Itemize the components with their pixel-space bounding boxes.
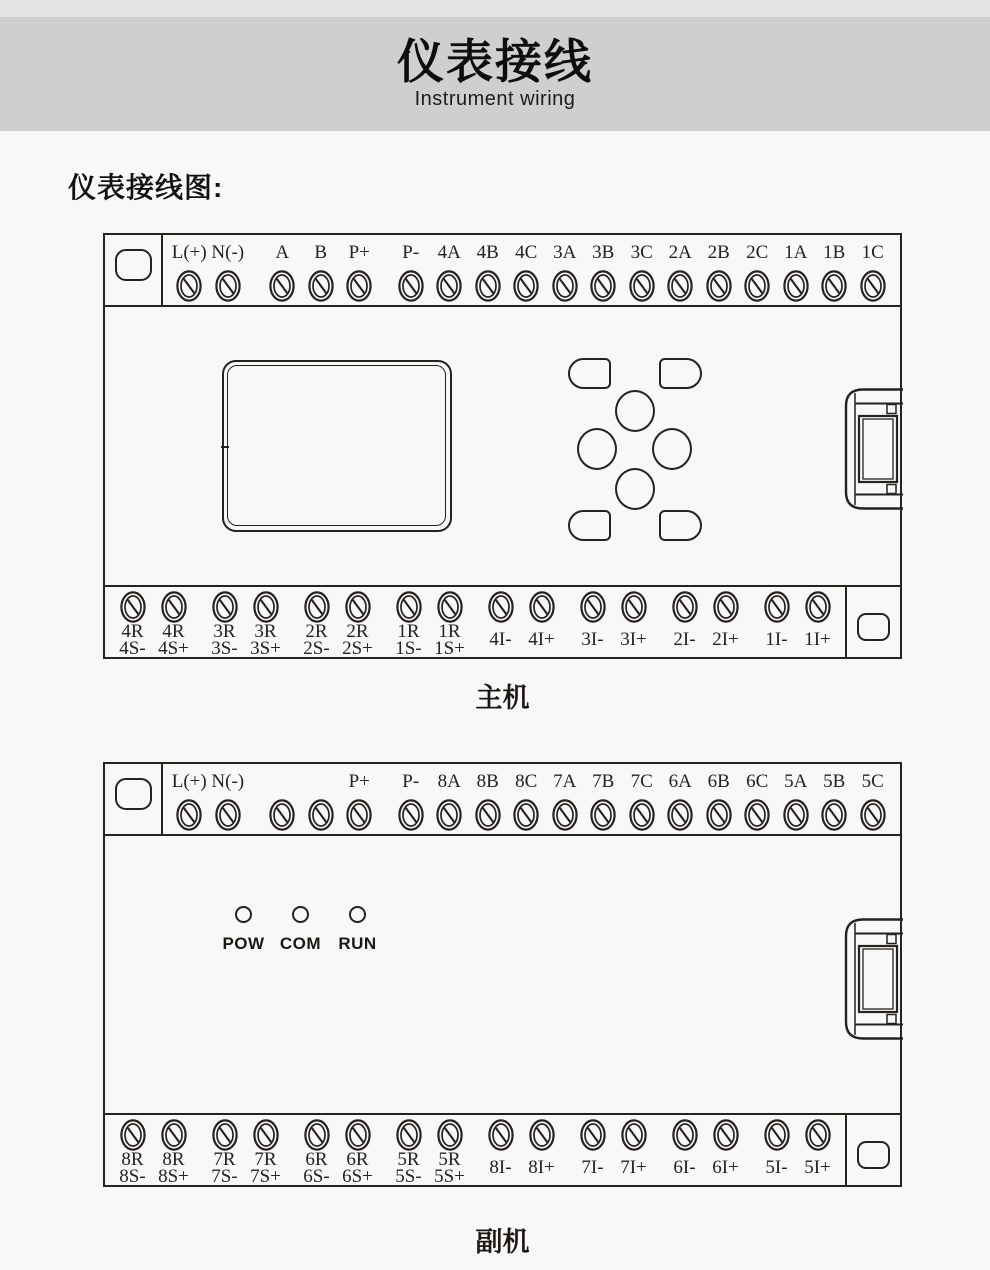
key-down-button bbox=[615, 468, 655, 510]
terminal-column bbox=[209, 235, 248, 302]
terminal-column bbox=[546, 764, 585, 831]
terminal-column bbox=[153, 587, 194, 657]
screw-terminal-icon bbox=[120, 1119, 146, 1151]
screw-terminal-icon bbox=[590, 799, 616, 831]
key-top-left-button bbox=[568, 358, 611, 389]
terminal-column bbox=[572, 1115, 613, 1176]
screw-terminal-icon bbox=[437, 1119, 463, 1151]
terminal-column bbox=[854, 764, 893, 831]
terminal-label: 5B bbox=[823, 771, 846, 792]
terminal-row bbox=[105, 1115, 847, 1185]
screw-terminal-icon bbox=[821, 270, 847, 302]
terminal-column bbox=[204, 587, 245, 657]
unit-caption-sub: 副机 bbox=[475, 1227, 530, 1257]
screw-terminal-icon bbox=[176, 799, 202, 831]
display-screen bbox=[222, 360, 452, 532]
mounting-hole bbox=[857, 613, 890, 641]
screw-terminal-icon bbox=[215, 270, 241, 302]
unit-caption-main: 主机 bbox=[475, 683, 530, 713]
terminal-label: 7R 7S+ bbox=[250, 1149, 281, 1187]
led-indicator bbox=[349, 906, 366, 923]
screw-terminal-icon bbox=[396, 591, 422, 623]
page-subtitle: Instrument wiring bbox=[414, 88, 576, 110]
terminal-label: 1I+ bbox=[804, 629, 831, 650]
screw-terminal-icon bbox=[345, 1119, 371, 1151]
terminal-column bbox=[623, 764, 662, 831]
strip-divider bbox=[845, 1115, 847, 1185]
screw-terminal-icon bbox=[304, 591, 330, 623]
led-label: COM bbox=[279, 934, 322, 953]
screw-terminal-icon bbox=[398, 270, 424, 302]
terminal-label: N(-) bbox=[211, 242, 245, 263]
terminal-label: 8R 8S- bbox=[119, 1149, 146, 1187]
top-spacer-bar bbox=[0, 0, 990, 17]
terminal-column bbox=[429, 1115, 470, 1185]
screw-terminal-icon bbox=[744, 799, 770, 831]
terminal-label: 6A bbox=[668, 771, 692, 792]
screw-terminal-icon bbox=[706, 799, 732, 831]
terminal-label: 3B bbox=[592, 242, 615, 263]
screw-terminal-icon bbox=[783, 270, 809, 302]
terminal-label: 6I- bbox=[673, 1157, 696, 1178]
terminal-label: 3R 3S- bbox=[211, 621, 238, 659]
screw-terminal-icon bbox=[783, 799, 809, 831]
mounting-hole bbox=[115, 249, 152, 281]
screw-terminal-icon bbox=[529, 1119, 555, 1151]
screw-terminal-icon bbox=[629, 270, 655, 302]
terminal-label: N(-) bbox=[211, 771, 245, 792]
terminal-column bbox=[392, 235, 431, 302]
terminal-column bbox=[337, 1115, 378, 1185]
screw-terminal-icon bbox=[860, 799, 886, 831]
led-indicator-group bbox=[215, 906, 272, 954]
screw-terminal-icon bbox=[580, 1119, 606, 1151]
terminal-label: 1A bbox=[784, 242, 808, 263]
screw-terminal-icon bbox=[304, 1119, 330, 1151]
terminal-label: 4C bbox=[515, 242, 538, 263]
terminal-row bbox=[105, 587, 847, 657]
connector-port bbox=[843, 918, 903, 1040]
terminal-label: 2B bbox=[707, 242, 730, 263]
terminal-column bbox=[815, 235, 854, 302]
led-indicator-group bbox=[272, 906, 329, 954]
terminal-label: 5I- bbox=[765, 1157, 788, 1178]
screw-terminal-icon bbox=[398, 799, 424, 831]
terminal-column bbox=[521, 587, 562, 648]
terminal-column bbox=[296, 1115, 337, 1185]
terminal-label: 3I+ bbox=[620, 629, 647, 650]
terminal-label: 3I- bbox=[581, 629, 604, 650]
screw-terminal-icon bbox=[744, 270, 770, 302]
sub-bottom-terminal-strip bbox=[105, 1113, 900, 1185]
screw-terminal-icon bbox=[475, 270, 501, 302]
screw-terminal-icon bbox=[161, 591, 187, 623]
terminal-column bbox=[584, 235, 623, 302]
screw-terminal-icon bbox=[672, 591, 698, 623]
terminal-column bbox=[756, 1115, 797, 1176]
terminal-column bbox=[623, 235, 662, 302]
screw-terminal-icon bbox=[513, 799, 539, 831]
terminal-column bbox=[388, 587, 429, 657]
terminal-label: 1C bbox=[861, 242, 884, 263]
terminal-label: 7R 7S- bbox=[211, 1149, 238, 1187]
sub-unit bbox=[103, 762, 902, 1187]
terminal-label: 8R 8S+ bbox=[158, 1149, 189, 1187]
terminal-label: B bbox=[314, 242, 328, 263]
screw-terminal-icon bbox=[215, 799, 241, 831]
screw-terminal-icon bbox=[529, 591, 555, 623]
terminal-label: 1I- bbox=[765, 629, 788, 650]
terminal-column bbox=[480, 587, 521, 648]
terminal-column bbox=[469, 235, 508, 302]
screw-terminal-icon bbox=[120, 591, 146, 623]
terminal-label: 8C bbox=[515, 771, 538, 792]
terminal-column bbox=[429, 587, 470, 657]
terminal-column bbox=[664, 1115, 705, 1176]
terminal-column bbox=[664, 587, 705, 648]
terminal-column bbox=[546, 235, 585, 302]
terminal-column bbox=[153, 1115, 194, 1185]
led-indicator bbox=[235, 906, 252, 923]
terminal-column bbox=[756, 587, 797, 648]
screw-terminal-icon bbox=[580, 591, 606, 623]
key-up-button bbox=[615, 390, 655, 432]
terminal-column bbox=[738, 235, 777, 302]
screen-notch bbox=[221, 446, 229, 448]
terminal-label: 2R 2S+ bbox=[342, 621, 373, 659]
terminal-column bbox=[854, 235, 893, 302]
screw-terminal-icon bbox=[552, 799, 578, 831]
terminal-column bbox=[245, 587, 286, 657]
screw-terminal-icon bbox=[253, 1119, 279, 1151]
terminal-label: 1R 1S- bbox=[395, 621, 422, 659]
mounting-hole bbox=[115, 778, 152, 810]
screw-terminal-icon bbox=[764, 1119, 790, 1151]
main-unit bbox=[103, 233, 902, 659]
screw-terminal-icon bbox=[212, 1119, 238, 1151]
side-connector-icon bbox=[843, 918, 903, 1040]
terminal-column bbox=[392, 764, 431, 831]
strip-divider bbox=[845, 587, 847, 657]
screw-terminal-icon bbox=[706, 270, 732, 302]
screw-terminal-icon bbox=[667, 799, 693, 831]
terminal-column bbox=[340, 764, 379, 831]
terminal-column bbox=[738, 764, 777, 831]
terminal-column bbox=[700, 764, 739, 831]
terminal-column bbox=[296, 587, 337, 657]
terminal-column bbox=[209, 764, 248, 831]
terminal-label: 6C bbox=[746, 771, 769, 792]
key-bottom-left-button bbox=[568, 510, 611, 541]
terminal-label: 5I+ bbox=[804, 1157, 831, 1178]
side-connector-icon bbox=[843, 388, 903, 510]
terminal-label: 7B bbox=[592, 771, 615, 792]
terminal-label: 1R 1S+ bbox=[434, 621, 465, 659]
key-top-right-button bbox=[659, 358, 702, 389]
terminal-column bbox=[797, 1115, 838, 1176]
terminal-column bbox=[469, 764, 508, 831]
terminal-column bbox=[480, 1115, 521, 1176]
terminal-column bbox=[430, 764, 469, 831]
terminal-column bbox=[430, 235, 469, 302]
terminal-label: 7A bbox=[553, 771, 577, 792]
terminal-column bbox=[797, 587, 838, 648]
terminal-row bbox=[163, 235, 900, 302]
terminal-label: 2C bbox=[746, 242, 769, 263]
header-banner bbox=[0, 17, 990, 131]
terminal-label: 4I- bbox=[489, 629, 512, 650]
key-right-button bbox=[652, 428, 692, 470]
terminal-column bbox=[661, 764, 700, 831]
terminal-label: 6I+ bbox=[712, 1157, 739, 1178]
screw-terminal-icon bbox=[436, 270, 462, 302]
terminal-label: 5R 5S+ bbox=[434, 1149, 465, 1187]
screw-terminal-icon bbox=[346, 799, 372, 831]
led-indicator bbox=[292, 906, 309, 923]
terminal-column bbox=[613, 587, 654, 648]
terminal-column bbox=[705, 1115, 746, 1176]
terminal-label: 2A bbox=[668, 242, 692, 263]
terminal-column bbox=[705, 587, 746, 648]
terminal-column bbox=[777, 235, 816, 302]
screw-terminal-icon bbox=[475, 799, 501, 831]
screw-terminal-icon bbox=[629, 799, 655, 831]
terminal-label: 6R 6S- bbox=[303, 1149, 330, 1187]
screw-terminal-icon bbox=[212, 591, 238, 623]
screw-terminal-icon bbox=[269, 270, 295, 302]
terminal-label: 3A bbox=[553, 242, 577, 263]
terminal-label: 2I- bbox=[673, 629, 696, 650]
screw-terminal-icon bbox=[308, 799, 334, 831]
terminal-label: 5C bbox=[861, 771, 884, 792]
key-bottom-right-button bbox=[659, 510, 702, 541]
terminal-label: 8I- bbox=[489, 1157, 512, 1178]
terminal-label: 8A bbox=[437, 771, 461, 792]
terminal-label: 8I+ bbox=[528, 1157, 555, 1178]
screw-terminal-icon bbox=[860, 270, 886, 302]
screw-terminal-icon bbox=[805, 1119, 831, 1151]
screw-terminal-icon bbox=[345, 591, 371, 623]
terminal-column bbox=[613, 1115, 654, 1176]
terminal-column bbox=[204, 1115, 245, 1185]
terminal-column bbox=[112, 1115, 153, 1185]
screw-terminal-icon bbox=[161, 1119, 187, 1151]
terminal-label: A bbox=[275, 242, 290, 263]
terminal-label: 4A bbox=[437, 242, 461, 263]
section-label: 仪表接线图: bbox=[68, 172, 224, 203]
terminal-label: L(+) bbox=[171, 242, 207, 263]
screw-terminal-icon bbox=[396, 1119, 422, 1151]
page-title: 仪表接线 bbox=[397, 35, 593, 88]
terminal-label: P+ bbox=[348, 771, 370, 792]
screw-terminal-icon bbox=[672, 1119, 698, 1151]
main-top-terminal-strip bbox=[105, 235, 900, 307]
terminal-column bbox=[700, 235, 739, 302]
screw-terminal-icon bbox=[621, 1119, 647, 1151]
display-screen-bezel bbox=[227, 365, 446, 526]
terminal-column bbox=[170, 235, 209, 302]
terminal-row bbox=[163, 764, 900, 831]
terminal-column bbox=[170, 764, 209, 831]
terminal-label: 2R 2S- bbox=[303, 621, 330, 659]
screw-terminal-icon bbox=[621, 591, 647, 623]
terminal-column bbox=[388, 1115, 429, 1185]
led-indicator-group bbox=[329, 906, 386, 954]
screw-terminal-icon bbox=[590, 270, 616, 302]
screw-terminal-icon bbox=[436, 799, 462, 831]
terminal-label: 8B bbox=[476, 771, 499, 792]
terminal-label: 4R 4S- bbox=[119, 621, 146, 659]
terminal-label: 4R 4S+ bbox=[158, 621, 189, 659]
terminal-column bbox=[263, 235, 302, 302]
screw-terminal-icon bbox=[253, 591, 279, 623]
terminal-column bbox=[507, 764, 546, 831]
screw-terminal-icon bbox=[805, 591, 831, 623]
terminal-label: 4B bbox=[476, 242, 499, 263]
screw-terminal-icon bbox=[269, 799, 295, 831]
screw-terminal-icon bbox=[764, 591, 790, 623]
terminal-column bbox=[815, 764, 854, 831]
key-left-button bbox=[577, 428, 617, 470]
terminal-column bbox=[584, 764, 623, 831]
led-row bbox=[215, 906, 386, 954]
terminal-label: 6B bbox=[707, 771, 730, 792]
screw-terminal-icon bbox=[488, 591, 514, 623]
connector-port bbox=[843, 388, 903, 510]
mounting-hole bbox=[857, 1141, 890, 1169]
screw-terminal-icon bbox=[552, 270, 578, 302]
terminal-column bbox=[777, 764, 816, 831]
terminal-label: 7C bbox=[630, 771, 653, 792]
screw-terminal-icon bbox=[667, 270, 693, 302]
terminal-column bbox=[661, 235, 700, 302]
screw-terminal-icon bbox=[488, 1119, 514, 1151]
screw-terminal-icon bbox=[437, 591, 463, 623]
screw-terminal-icon bbox=[713, 591, 739, 623]
screw-terminal-icon bbox=[513, 270, 539, 302]
terminal-label: 5A bbox=[784, 771, 808, 792]
terminal-label: 3R 3S+ bbox=[250, 621, 281, 659]
main-bottom-terminal-strip bbox=[105, 585, 900, 657]
terminal-column bbox=[245, 1115, 286, 1185]
terminal-column bbox=[263, 764, 302, 831]
terminal-column bbox=[572, 587, 613, 648]
terminal-label: 4I+ bbox=[528, 629, 555, 650]
terminal-column bbox=[340, 235, 379, 302]
terminal-label: 2I+ bbox=[712, 629, 739, 650]
led-label: POW bbox=[222, 934, 265, 953]
terminal-column bbox=[302, 235, 341, 302]
terminal-label: 6R 6S+ bbox=[342, 1149, 373, 1187]
led-label: RUN bbox=[338, 934, 377, 953]
terminal-column bbox=[112, 587, 153, 657]
screw-terminal-icon bbox=[176, 270, 202, 302]
terminal-column bbox=[337, 587, 378, 657]
screw-terminal-icon bbox=[346, 270, 372, 302]
terminal-label: P- bbox=[402, 242, 420, 263]
terminal-label: 1B bbox=[823, 242, 846, 263]
terminal-column bbox=[521, 1115, 562, 1176]
terminal-label: 7I+ bbox=[620, 1157, 647, 1178]
terminal-label: 5R 5S- bbox=[395, 1149, 422, 1187]
screw-terminal-icon bbox=[821, 799, 847, 831]
terminal-label: 3C bbox=[630, 242, 653, 263]
terminal-label: P- bbox=[402, 771, 420, 792]
terminal-label: P+ bbox=[348, 242, 370, 263]
terminal-column bbox=[507, 235, 546, 302]
screw-terminal-icon bbox=[713, 1119, 739, 1151]
sub-top-terminal-strip bbox=[105, 764, 900, 836]
terminal-column bbox=[302, 764, 341, 831]
screw-terminal-icon bbox=[308, 270, 334, 302]
terminal-label: 7I- bbox=[581, 1157, 604, 1178]
terminal-label: L(+) bbox=[171, 771, 207, 792]
